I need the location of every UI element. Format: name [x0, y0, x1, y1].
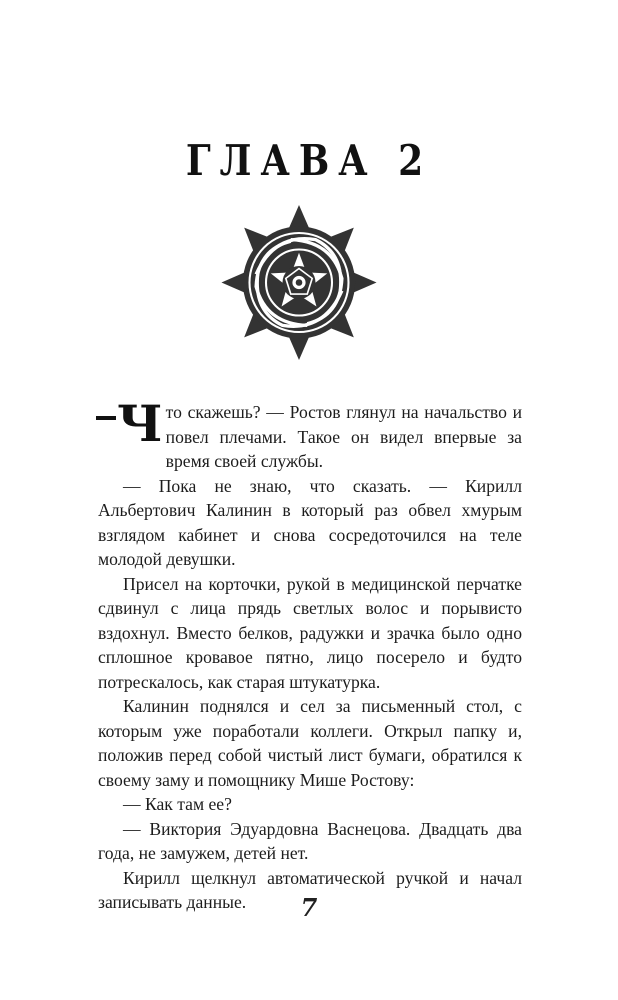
paragraph [98, 394, 522, 474]
rose-knot-ornament-icon [213, 200, 385, 365]
page-number: 7 [300, 893, 318, 922]
paragraph: — Как там ее? [123, 794, 232, 814]
chapter-text [98, 394, 522, 915]
paragraph: Присел на корточки, рукой в медицинской перчатке сдвинул с лица прядь светлых волос и порывисто вздохнул. Вместо белков, радужки и зрачка было одно сплошное кровавое пятно, лицо посерело и будто потрескалось, как старая штукатурка. [98, 573, 522, 692]
paragraph: — Виктория Эдуардовна Васнецова. Двадцать два года, не замужем, детей нет. [98, 818, 522, 863]
dialogue-dash [96, 416, 116, 420]
chapter-title: ГЛАВА 2 [185, 136, 433, 186]
drop-cap-letter: Ч [117, 394, 163, 453]
paragraph-text: то скажешь? — Ростов глянул на начальство и повел плечами. Такое он видел впервые за время своей службы. [165, 402, 522, 471]
drop-cap [96, 394, 163, 453]
paragraph: Кирилл щелкнул автоматической ручкой и начал записывать данные. [98, 867, 522, 912]
paragraph: Калинин поднялся и сел за письменный стол, с которым уже поработали коллеги. Открыл папку и, положив перед собой чистый лист бумаги, обратился к своему заму и помощнику Мише Ростову: [98, 696, 522, 790]
paragraph: — Пока не знаю, что сказать. — Кирилл Альбертович Калинин в который раз обвел хмурым взглядом кабинет и снова сосредоточился на теле молодой девушки. [98, 475, 522, 569]
